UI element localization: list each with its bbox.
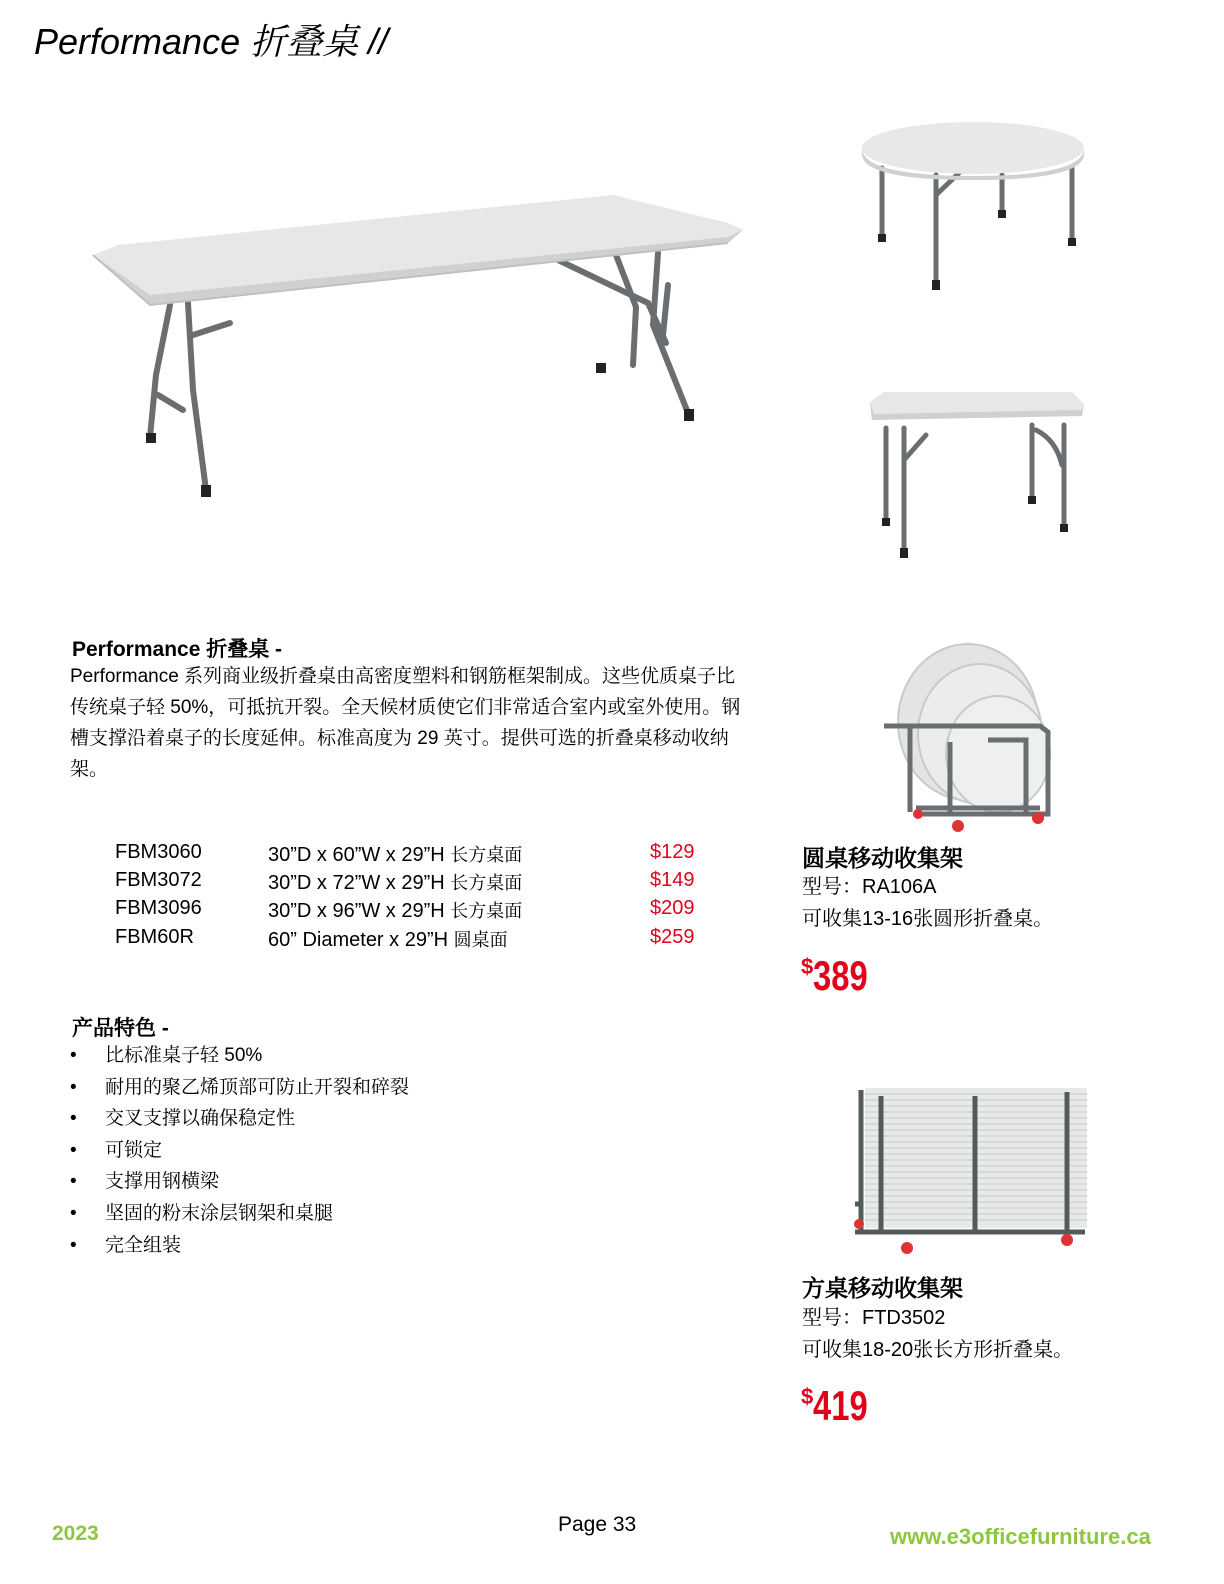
spec-desc bbox=[268, 869, 522, 895]
spec-row bbox=[115, 841, 735, 869]
rectangular-rack-image bbox=[845, 1082, 1095, 1260]
spec-desc bbox=[268, 897, 522, 923]
price-currency-symbol: $ bbox=[801, 1384, 814, 1409]
intro-title: Performance 折叠桌 - bbox=[72, 638, 283, 661]
feature-item: • 交叉支撑以确保稳定性 bbox=[70, 1103, 409, 1135]
page-number: Page 33 bbox=[558, 1513, 637, 1536]
round-rack-title: 圆桌移动收集架 bbox=[802, 845, 963, 871]
feature-item: • 耐用的聚乙烯顶部可防止开裂和碎裂 bbox=[70, 1072, 409, 1104]
spec-row bbox=[115, 869, 735, 897]
spec-dimensions: 60” Diameter x 29”H bbox=[268, 929, 449, 951]
round-rack-model: 型号：RA106A bbox=[802, 876, 937, 898]
price-amount: 419 bbox=[813, 1382, 868, 1429]
round-table-image bbox=[860, 120, 1090, 295]
price-amount: 389 bbox=[813, 952, 868, 999]
features-list bbox=[70, 1040, 409, 1261]
price-currency-symbol: $ bbox=[801, 954, 814, 979]
rect-rack-price bbox=[801, 1382, 883, 1430]
intro-description bbox=[70, 661, 790, 785]
small-rectangular-table-image bbox=[866, 390, 1088, 560]
feature-item: • 支撑用钢横梁 bbox=[70, 1166, 409, 1198]
round-rack-price bbox=[801, 952, 883, 1000]
round-rack-image bbox=[880, 642, 1060, 832]
page-title: Performance 折叠桌 // bbox=[34, 21, 389, 62]
spec-shape: 圆桌面 bbox=[453, 930, 508, 950]
spec-dimensions: 30”D x 72”W x 29”H bbox=[268, 872, 445, 894]
spec-desc bbox=[268, 841, 522, 867]
spec-code: FBM3096 bbox=[115, 897, 202, 919]
intro-line: 槽支撑沿着桌子的长度延伸。标准高度为 29 英寸。提供可选的折叠桌移动收纳 bbox=[70, 728, 729, 749]
spec-dimensions: 30”D x 60”W x 29”H bbox=[268, 844, 445, 866]
features-title: 产品特色 - bbox=[72, 1017, 169, 1040]
rect-rack-model: 型号：FTD3502 bbox=[802, 1307, 946, 1329]
spec-price: $149 bbox=[650, 869, 695, 891]
spec-shape: 长方桌面 bbox=[450, 873, 523, 893]
spec-shape: 长方桌面 bbox=[450, 845, 523, 865]
spec-price: $209 bbox=[650, 897, 695, 919]
spec-desc bbox=[268, 926, 508, 952]
feature-item: • 完全组装 bbox=[70, 1230, 409, 1262]
feature-item: • 坚固的粉末涂层钢架和桌腿 bbox=[70, 1198, 409, 1230]
spec-code: FBM60R bbox=[115, 926, 194, 948]
spec-row bbox=[115, 926, 735, 954]
intro-line: Performance 系列商业级折叠桌由高密度塑料和钢筋框架制成。这些优质桌子比 bbox=[70, 666, 736, 687]
footer-website-link[interactable]: www.e3officefurniture.ca bbox=[890, 1524, 1151, 1549]
spec-code: FBM3072 bbox=[115, 869, 202, 891]
rect-rack-capacity: 可收集18-20张长方形折叠桌。 bbox=[802, 1339, 1074, 1361]
spec-shape: 长方桌面 bbox=[450, 901, 523, 921]
feature-item: • 可锁定 bbox=[70, 1135, 409, 1167]
spec-price: $259 bbox=[650, 926, 695, 948]
spec-dimensions: 30”D x 96”W x 29”H bbox=[268, 900, 445, 922]
footer-year: 2023 bbox=[52, 1522, 99, 1545]
spec-code: FBM3060 bbox=[115, 841, 202, 863]
intro-line: 传统桌子轻 50%，可抵抗开裂。全天候材质使它们非常适合室内或室外使用。钢 bbox=[70, 697, 741, 718]
rect-rack-title: 方桌移动收集架 bbox=[802, 1275, 963, 1301]
intro-line: 架。 bbox=[70, 759, 109, 780]
spec-price: $129 bbox=[650, 841, 695, 863]
feature-item: • 比标准桌子轻 50% bbox=[70, 1040, 409, 1072]
rectangular-table-image bbox=[88, 185, 748, 505]
spec-row bbox=[115, 897, 735, 925]
round-rack-capacity: 可收集13-16张圆形折叠桌。 bbox=[802, 908, 1054, 930]
